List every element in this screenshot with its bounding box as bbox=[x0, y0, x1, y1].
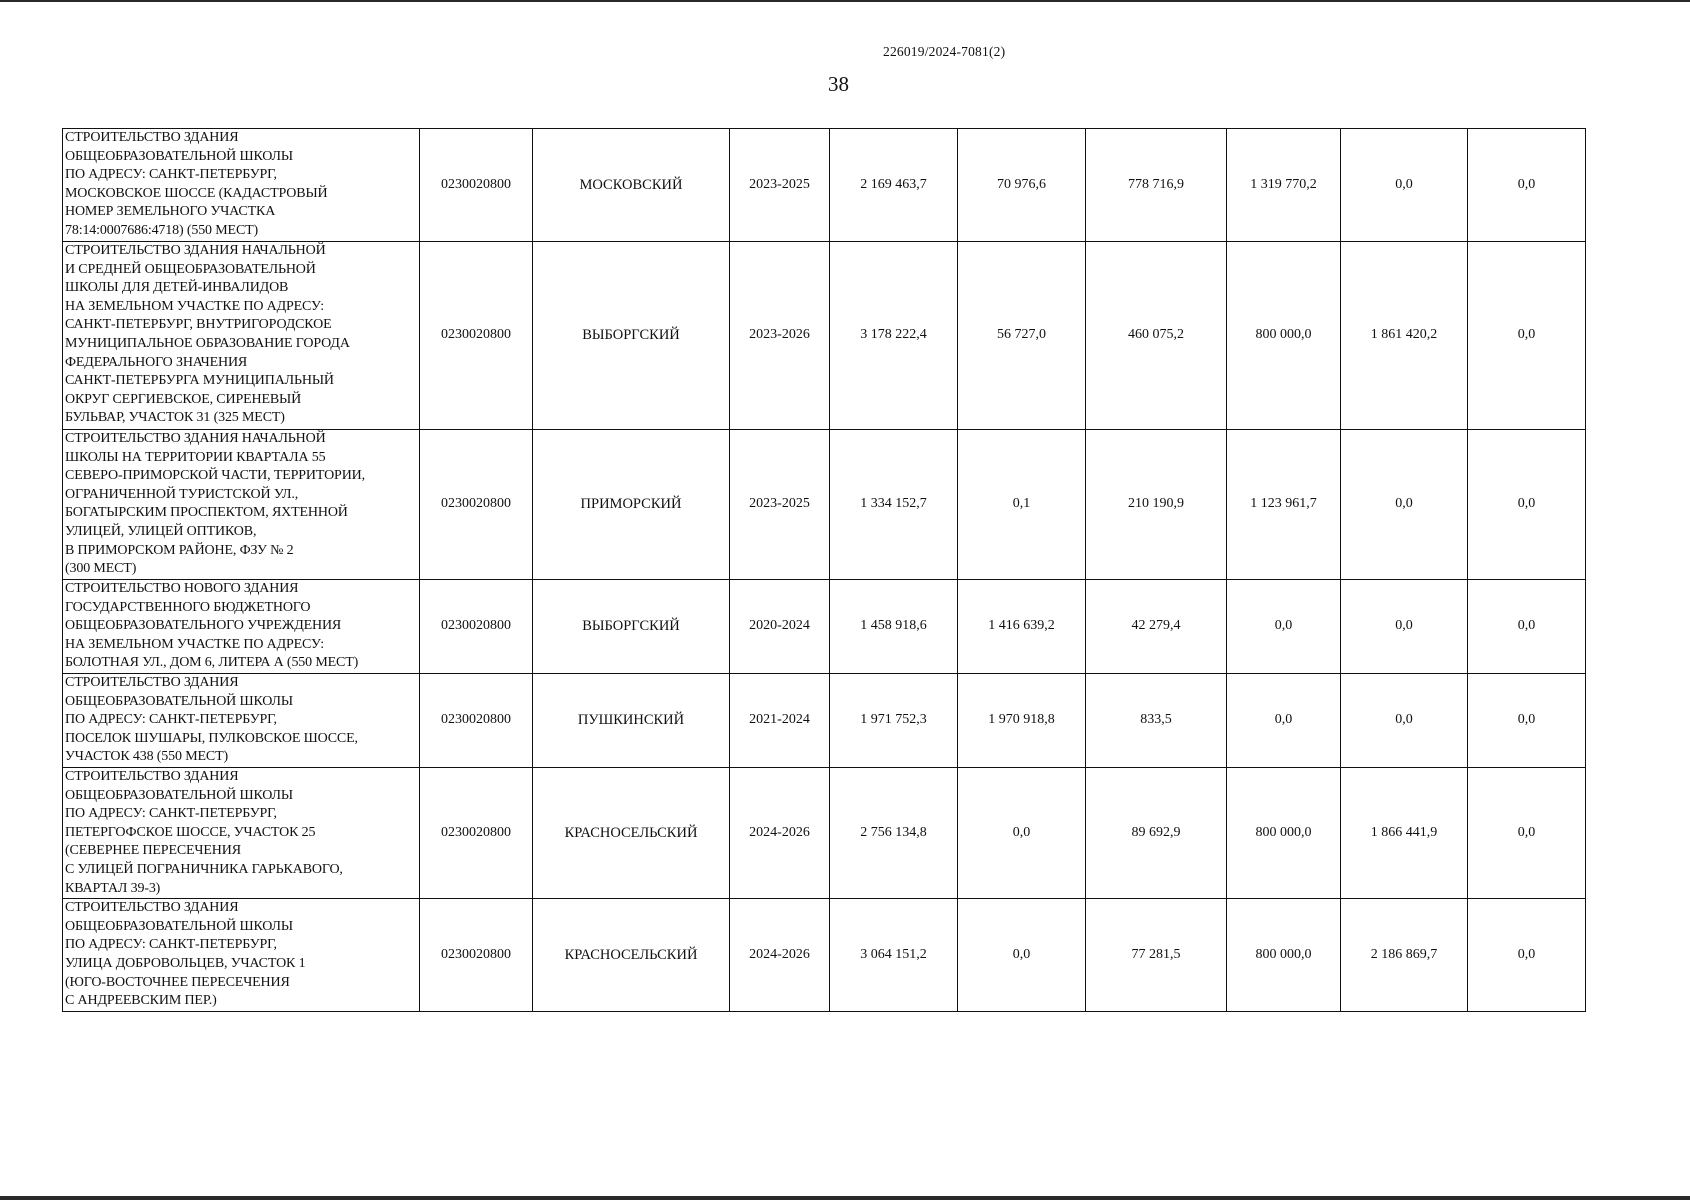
district-cell: ВЫБОРГСКИЙ bbox=[533, 580, 730, 674]
value-cell: 0,0 bbox=[1227, 580, 1341, 674]
value-cell: 833,5 bbox=[1086, 674, 1227, 768]
table-row bbox=[63, 129, 1586, 242]
period-cell: 2021-2024 bbox=[730, 674, 830, 768]
total-cell: 2 756 134,8 bbox=[830, 768, 958, 899]
object-name-cell: СТРОИТЕЛЬСТВО ЗДАНИЯ НАЧАЛЬНОЙ ШКОЛЫ НА ТЕРРИТОРИИ КВАРТАЛА 55 СЕВЕРО-ПРИМОРСКОЙ ЧАСТИ, ТЕРРИТОРИИ, ОГРАНИЧЕННОЙ ТУРИСТСКОЙ УЛ., БОГАТЫРСКИМ ПРОСПЕКТОМ, ЯХТЕННОЙ УЛИЦЕЙ, УЛИЦЕЙ ОПТИКОВ, В ПРИМОРСКОМ РАЙОНЕ, ФЗУ № 2 (300 МЕСТ) bbox=[63, 430, 420, 580]
value-cell: 0,0 bbox=[1468, 129, 1586, 242]
value-cell: 0,0 bbox=[1341, 580, 1468, 674]
period-cell: 2023-2025 bbox=[730, 129, 830, 242]
object-name-cell: СТРОИТЕЛЬСТВО ЗДАНИЯ НАЧАЛЬНОЙ И СРЕДНЕЙ ОБЩЕОБРАЗОВАТЕЛЬНОЙ ШКОЛЫ ДЛЯ ДЕТЕЙ-ИНВАЛИДОВ НА ЗЕМЕЛЬНОМ УЧАСТКЕ ПО АДРЕСУ: САНКТ-ПЕТЕРБУРГ, ВНУТРИГОРОДСКОЕ МУНИЦИПАЛЬНОЕ ОБРАЗОВАНИЕ ГОРОДА ФЕДЕРАЛЬНОГО ЗНАЧЕНИЯ САНКТ-ПЕТЕРБУРГА МУНИЦИПАЛЬНЫЙ ОКРУГ СЕРГИЕВСКОЕ, СИРЕНЕВЫЙ БУЛЬВАР, УЧАСТОК 31 (325 МЕСТ) bbox=[63, 242, 420, 430]
value-cell: 0,0 bbox=[1341, 430, 1468, 580]
value-cell: 210 190,9 bbox=[1086, 430, 1227, 580]
table-row bbox=[63, 242, 1586, 430]
value-cell: 1 319 770,2 bbox=[1227, 129, 1341, 242]
value-cell: 0,0 bbox=[1468, 674, 1586, 768]
total-cell: 2 169 463,7 bbox=[830, 129, 958, 242]
value-cell: 2 186 869,7 bbox=[1341, 899, 1468, 1012]
document-id: 226019/2024-7081(2) bbox=[883, 44, 1006, 59]
value-cell: 77 281,5 bbox=[1086, 899, 1227, 1012]
value-cell: 0,0 bbox=[958, 768, 1086, 899]
table-row bbox=[63, 580, 1586, 674]
value-cell: 800 000,0 bbox=[1227, 899, 1341, 1012]
code-cell: 0230020800 bbox=[420, 768, 533, 899]
object-name-cell: СТРОИТЕЛЬСТВО ЗДАНИЯ ОБЩЕОБРАЗОВАТЕЛЬНОЙ ШКОЛЫ ПО АДРЕСУ: САНКТ-ПЕТЕРБУРГ, МОСКОВСКОЕ ШОССЕ (КАДАСТРОВЫЙ НОМЕР ЗЕМЕЛЬНОГО УЧАСТКА 78:14:0007686:4718) (550 МЕСТ) bbox=[63, 129, 420, 242]
total-cell: 3 178 222,4 bbox=[830, 242, 958, 430]
value-cell: 56 727,0 bbox=[958, 242, 1086, 430]
total-cell: 1 458 918,6 bbox=[830, 580, 958, 674]
object-name-cell: СТРОИТЕЛЬСТВО НОВОГО ЗДАНИЯ ГОСУДАРСТВЕННОГО БЮДЖЕТНОГО ОБЩЕОБРАЗОВАТЕЛЬНОГО УЧРЕЖДЕНИЯ НА ЗЕМЕЛЬНОМ УЧАСТКЕ ПО АДРЕСУ: БОЛОТНАЯ УЛ., ДОМ 6, ЛИТЕРА А (550 МЕСТ) bbox=[63, 580, 420, 674]
period-cell: 2024-2026 bbox=[730, 768, 830, 899]
value-cell: 0,0 bbox=[1468, 430, 1586, 580]
value-cell: 42 279,4 bbox=[1086, 580, 1227, 674]
value-cell: 0,0 bbox=[1468, 768, 1586, 899]
code-cell: 0230020800 bbox=[420, 899, 533, 1012]
value-cell: 778 716,9 bbox=[1086, 129, 1227, 242]
construction-objects-table bbox=[62, 128, 1586, 1012]
period-cell: 2024-2026 bbox=[730, 899, 830, 1012]
district-cell: ВЫБОРГСКИЙ bbox=[533, 242, 730, 430]
table-row bbox=[63, 768, 1586, 899]
district-cell: КРАСНОСЕЛЬСКИЙ bbox=[533, 899, 730, 1012]
table-row bbox=[63, 430, 1586, 580]
value-cell: 1 866 441,9 bbox=[1341, 768, 1468, 899]
period-cell: 2020-2024 bbox=[730, 580, 830, 674]
value-cell: 0,0 bbox=[1468, 580, 1586, 674]
district-cell: МОСКОВСКИЙ bbox=[533, 129, 730, 242]
value-cell: 1 970 918,8 bbox=[958, 674, 1086, 768]
value-cell: 1 416 639,2 bbox=[958, 580, 1086, 674]
total-cell: 3 064 151,2 bbox=[830, 899, 958, 1012]
page-number: 38 bbox=[828, 72, 849, 96]
district-cell: ПУШКИНСКИЙ bbox=[533, 674, 730, 768]
code-cell: 0230020800 bbox=[420, 580, 533, 674]
code-cell: 0230020800 bbox=[420, 674, 533, 768]
period-cell: 2023-2026 bbox=[730, 242, 830, 430]
value-cell: 0,0 bbox=[1468, 899, 1586, 1012]
district-cell: ПРИМОРСКИЙ bbox=[533, 430, 730, 580]
value-cell: 0,0 bbox=[1227, 674, 1341, 768]
value-cell: 460 075,2 bbox=[1086, 242, 1227, 430]
value-cell: 1 123 961,7 bbox=[1227, 430, 1341, 580]
scan-bottom-edge bbox=[0, 1196, 1690, 1200]
code-cell: 0230020800 bbox=[420, 129, 533, 242]
district-cell: КРАСНОСЕЛЬСКИЙ bbox=[533, 768, 730, 899]
code-cell: 0230020800 bbox=[420, 430, 533, 580]
object-name-cell: СТРОИТЕЛЬСТВО ЗДАНИЯ ОБЩЕОБРАЗОВАТЕЛЬНОЙ ШКОЛЫ ПО АДРЕСУ: САНКТ-ПЕТЕРБУРГ, ПОСЕЛОК ШУШАРЫ, ПУЛКОВСКОЕ ШОССЕ, УЧАСТОК 438 (550 МЕСТ) bbox=[63, 674, 420, 768]
table-row bbox=[63, 674, 1586, 768]
object-name-cell: СТРОИТЕЛЬСТВО ЗДАНИЯ ОБЩЕОБРАЗОВАТЕЛЬНОЙ ШКОЛЫ ПО АДРЕСУ: САНКТ-ПЕТЕРБУРГ, УЛИЦА ДОБРОВОЛЬЦЕВ, УЧАСТОК 1 (ЮГО-ВОСТОЧНЕЕ ПЕРЕСЕЧЕНИЯ С АНДРЕЕВСКИМ ПЕР.) bbox=[63, 899, 420, 1012]
value-cell: 0,0 bbox=[1341, 674, 1468, 768]
object-name-cell: СТРОИТЕЛЬСТВО ЗДАНИЯ ОБЩЕОБРАЗОВАТЕЛЬНОЙ ШКОЛЫ ПО АДРЕСУ: САНКТ-ПЕТЕРБУРГ, ПЕТЕРГОФСКОЕ ШОССЕ, УЧАСТОК 25 (СЕВЕРНЕЕ ПЕРЕСЕЧЕНИЯ С УЛИЦЕЙ ПОГРАНИЧНИКА ГАРЬКАВОГО, КВАРТАЛ 39-3) bbox=[63, 768, 420, 899]
value-cell: 1 861 420,2 bbox=[1341, 242, 1468, 430]
period-cell: 2023-2025 bbox=[730, 430, 830, 580]
total-cell: 1 971 752,3 bbox=[830, 674, 958, 768]
table-row bbox=[63, 899, 1586, 1012]
value-cell: 800 000,0 bbox=[1227, 768, 1341, 899]
value-cell: 70 976,6 bbox=[958, 129, 1086, 242]
value-cell: 0,1 bbox=[958, 430, 1086, 580]
code-cell: 0230020800 bbox=[420, 242, 533, 430]
scan-top-edge bbox=[0, 0, 1690, 2]
value-cell: 0,0 bbox=[958, 899, 1086, 1012]
total-cell: 1 334 152,7 bbox=[830, 430, 958, 580]
value-cell: 89 692,9 bbox=[1086, 768, 1227, 899]
value-cell: 800 000,0 bbox=[1227, 242, 1341, 430]
value-cell: 0,0 bbox=[1468, 242, 1586, 430]
value-cell: 0,0 bbox=[1341, 129, 1468, 242]
